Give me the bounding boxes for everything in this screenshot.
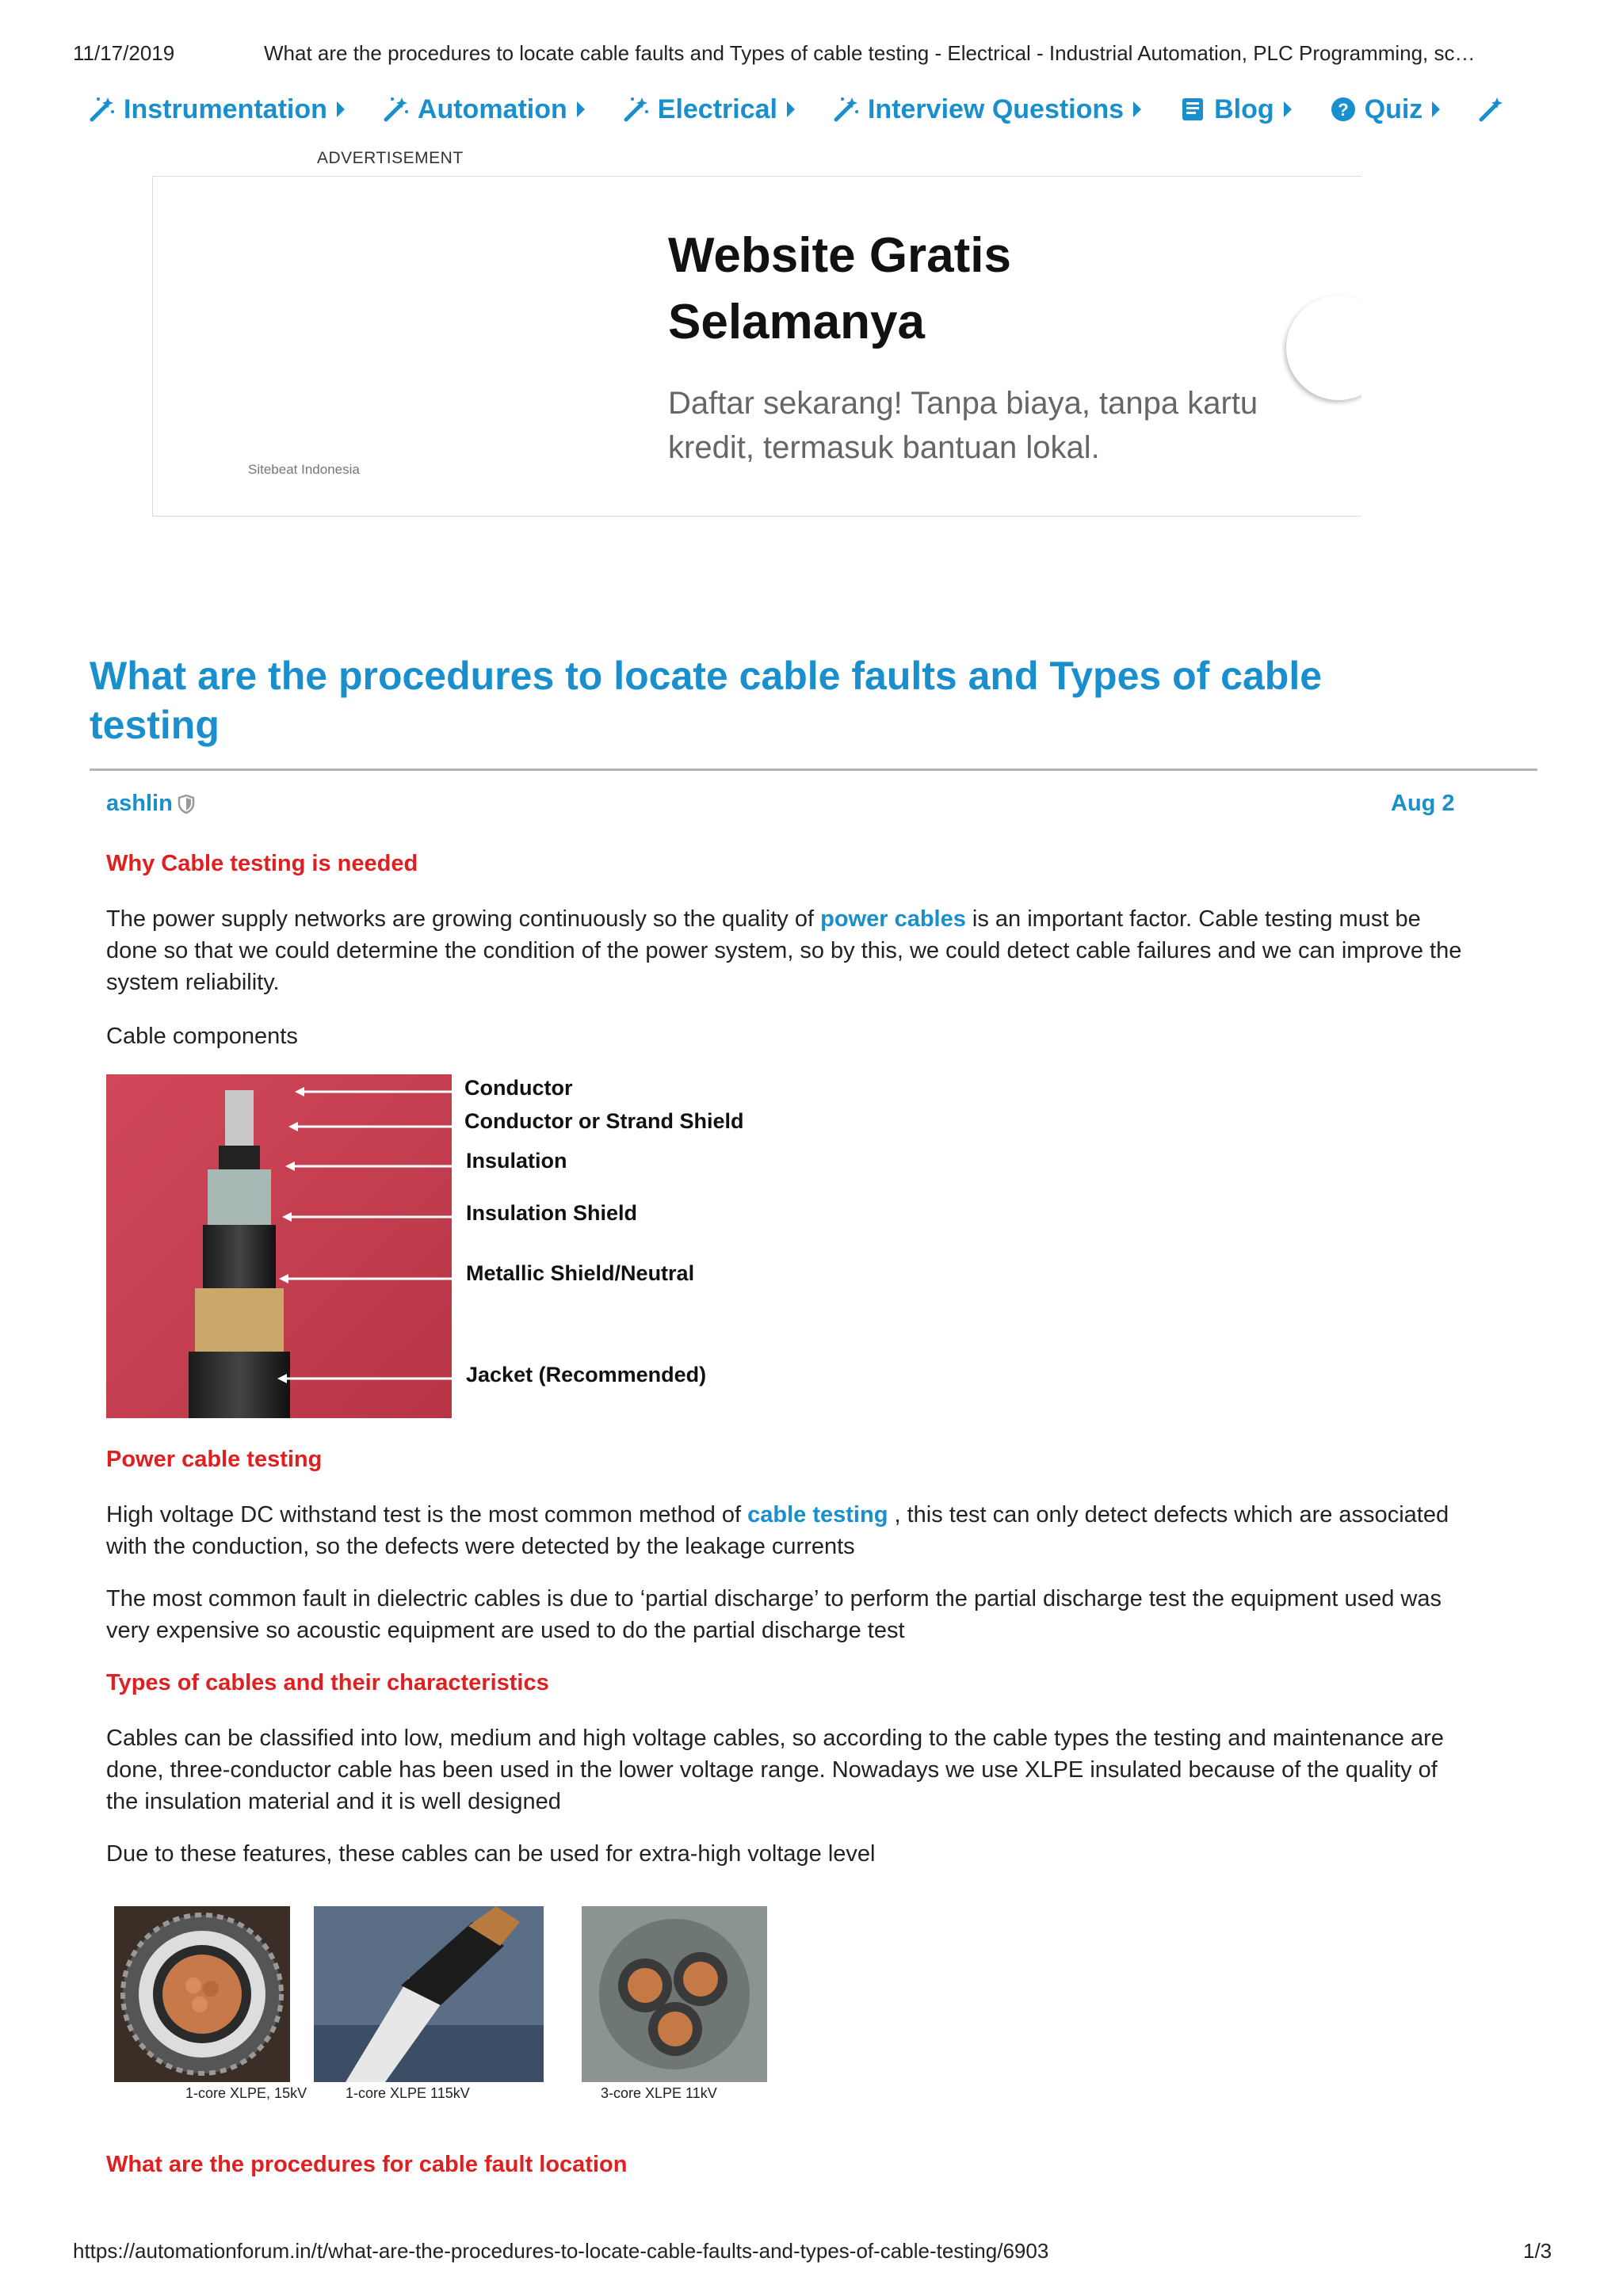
page-number: 1/3 — [1523, 2239, 1552, 2263]
print-title: What are the procedures to locate cable faults and Types of cable testing - Electrical - Industrial Automation, PLC Programming, sc… — [264, 41, 1476, 65]
nav-label: Instrumentation — [124, 93, 327, 124]
paragraph-text: Cables can be classified into low, medium and high voltage cables, so according to the cable types the testing and maintenance are done, three-conductor cable has been used in the lower voltage range. Nowadays we use XLPE insulated because of the quality of the insulation material and it is well designed — [106, 1726, 1444, 1814]
caret-right-icon — [787, 101, 795, 117]
caption-xlpe-15kv: 1-core XLPE, 15kV — [185, 2085, 307, 2101]
text-run: , this test can only detect defects which are associated with the conduction, so the defects were detected by the leakage currents — [106, 1502, 1449, 1559]
heading-why-cable-testing: Why Cable testing is needed — [106, 851, 418, 876]
label-metallic-shield: Metallic Shield/Neutral — [466, 1261, 695, 1285]
ad-heading: Website Gratis Selamanya — [668, 228, 1012, 349]
paragraph-4 — [106, 1722, 1469, 1817]
section-types — [106, 1667, 1469, 1699]
magic-wand-icon — [623, 96, 650, 123]
heading-procedures-fault-location: What are the procedures for cable fault location — [106, 2152, 628, 2177]
author-name: ashlin — [106, 791, 173, 816]
label-insulation: Insulation — [466, 1149, 567, 1173]
section-procedures — [106, 2149, 1469, 2180]
link-cable-testing[interactable]: cable testing — [747, 1502, 888, 1527]
top-navigation — [89, 92, 1551, 127]
nav-item-quiz[interactable] — [1330, 92, 1441, 127]
article-title: What are the procedures to locate cable faults and Types of cable testing — [90, 654, 1323, 747]
post-date[interactable]: Aug 2 — [1391, 791, 1455, 816]
paragraph-text: The most common fault in dielectric cables is due to ‘partial discharge’ to perform the partial discharge test the equipment used was very expensive so acoustic equipment are used to do the partial discharge test — [106, 1586, 1442, 1643]
caption-xlpe-3core: 3-core XLPE 11kV — [601, 2085, 717, 2101]
link-power-cables[interactable]: power cables — [820, 906, 966, 932]
ad-action-button[interactable] — [1286, 296, 1361, 400]
label-jacket: Jacket (Recommended) — [466, 1363, 707, 1386]
heading-types-of-cables: Types of cables and their characteristics — [106, 1670, 549, 1695]
ad-brand: Sitebeat Indonesia — [248, 462, 360, 477]
caret-right-icon — [1432, 101, 1440, 117]
cable-component-labels — [464, 1074, 821, 1418]
nav-item-interview-questions[interactable] — [833, 92, 1141, 127]
print-url: https://automationforum.in/t/what-are-the-procedures-to-locate-cable-faults-and-types-of-cable-testing/6903 — [73, 2239, 1049, 2263]
nav-label: Automation — [417, 93, 567, 124]
nav-label: Electrical — [657, 93, 777, 124]
paragraph-1 — [106, 903, 1469, 998]
magic-wand-icon — [833, 96, 860, 123]
caret-right-icon — [1133, 101, 1141, 117]
paragraph-text — [106, 1499, 1469, 1562]
print-header — [0, 0, 1623, 95]
nav-label: Quiz — [1364, 93, 1423, 124]
nav-item-more[interactable] — [1478, 92, 1513, 127]
paragraph-2 — [106, 1499, 1469, 1562]
section-power — [106, 1444, 1469, 1475]
label-conductor: Conductor — [464, 1076, 573, 1100]
text-run: High voltage DC withstand test is the most common method of — [106, 1502, 748, 1527]
cable-components-photo — [106, 1074, 452, 1418]
ad-text: Daftar sekarang! Tanpa biaya, tanpa kartu kredit, termasuk bantuan lokal. — [668, 386, 1258, 465]
advertisement-label: ADVERTISEMENT — [317, 149, 464, 167]
paragraph-text — [106, 903, 1469, 998]
xlpe-cables-figure — [106, 1898, 788, 2104]
nav-item-instrumentation[interactable] — [89, 92, 345, 127]
print-date: 11/17/2019 — [73, 41, 175, 65]
caption-xlpe-115kv: 1-core XLPE 115kV — [346, 2085, 470, 2101]
nav-label: Blog — [1214, 93, 1274, 124]
shield-icon — [178, 795, 195, 814]
text-run: is an important factor. Cable testing must be done so that we could determine the condition of the power system, so by this, we could detect cable failures and we can improve the system reliability. — [106, 906, 1462, 995]
caret-right-icon — [577, 101, 585, 117]
nav-item-blog[interactable] — [1179, 92, 1292, 127]
label-strand-shield: Conductor or Strand Shield — [464, 1109, 744, 1133]
nav-item-electrical[interactable] — [623, 92, 795, 127]
xlpe-1core-15kv-photo — [114, 1906, 290, 2082]
svg-text:?: ? — [1337, 100, 1349, 120]
nav-item-automation[interactable] — [383, 92, 585, 127]
label-insulation-shield: Insulation Shield — [466, 1201, 638, 1225]
heading-power-cable-testing: Power cable testing — [106, 1447, 323, 1472]
paragraph-text: Due to these features, these cables can be used for extra-high voltage level — [106, 1841, 876, 1867]
paragraph-3 — [106, 1583, 1469, 1646]
section-why — [106, 848, 1469, 879]
caret-right-icon — [337, 101, 345, 117]
magic-wand-icon — [89, 96, 116, 123]
caret-right-icon — [1284, 101, 1292, 117]
nav-label: Interview Questions — [867, 93, 1125, 124]
title-divider — [90, 769, 1537, 771]
advertisement-banner[interactable] — [152, 176, 1361, 517]
magic-wand-icon — [1478, 96, 1505, 123]
xlpe-1core-115kv-photo — [314, 1906, 544, 2082]
print-footer — [0, 2226, 1623, 2274]
text-run: The power supply networks are growing continuously so the quality of — [106, 906, 821, 932]
paragraph-5 — [106, 1838, 1469, 1870]
post-author[interactable] — [106, 791, 195, 817]
xlpe-3core-11kv-photo — [582, 1906, 767, 2082]
cable-components-label: Cable components — [106, 1024, 298, 1049]
question-circle-icon — [1330, 96, 1357, 123]
components-label-row — [106, 1020, 1469, 1052]
magic-wand-icon — [383, 96, 410, 123]
book-icon — [1179, 96, 1206, 123]
